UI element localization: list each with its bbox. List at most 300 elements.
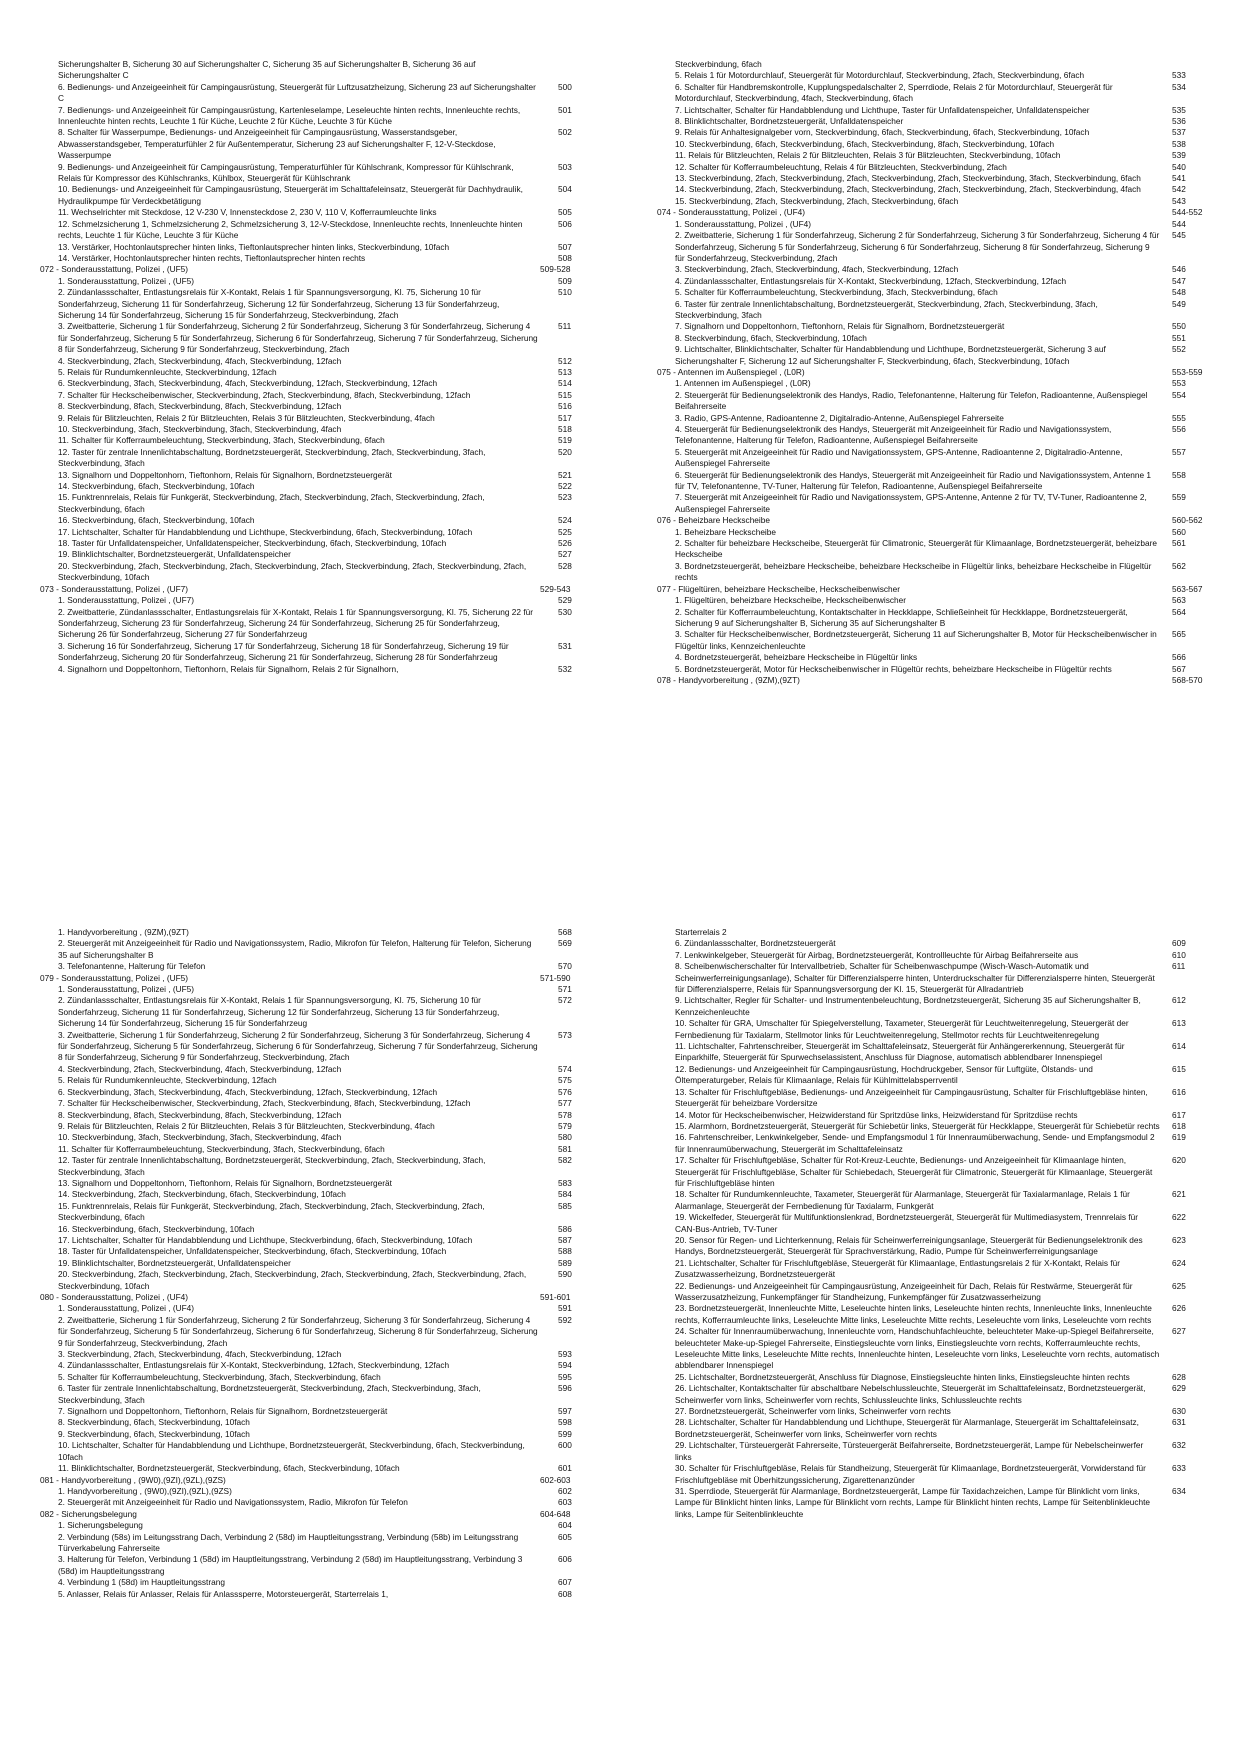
- index-entry: [58, 59, 572, 82]
- index-entry: [675, 961, 1186, 995]
- page-reference: 606: [558, 1554, 572, 1565]
- index-entry: [58, 561, 572, 584]
- page-reference: 557: [1172, 446, 1186, 457]
- entry-text: 2. Steuergerät für Bedienungselektronik des Handys, Radio, Telefonantenne, Halterung für Telefon, Radioantenne, Außenspiegel Beifahrerseite: [675, 389, 1148, 412]
- page-reference: 598: [558, 1417, 572, 1428]
- entry-text: 11. Blinklichtschalter, Bordnetzsteuergerät, Steckverbindung, 6fach, Steckverbindung, 10fach: [58, 1463, 400, 1474]
- index-entry: [675, 538, 1202, 561]
- entry-text: 6. Schalter für Handbremskontrolle, Kupplungspedalschalter 2, Sperrdiode, Relais 2 für Motordurchlauf, Steuergerät für Motordurchlauf, Steckverbindung, 4fach, Steckverbindung, 6fach: [675, 81, 1113, 104]
- page-reference: 591-601: [540, 1292, 571, 1302]
- entry-text: 9. Lichtschalter, Blinklichtschalter, Schalter für Handabblendung und Lichthupe, Bordnetzsteuergerät, Sicherung 3 auf Sicherungshalter F, Sicherung 12 auf Sicherungshalter F, Steckverbindung, 6fach, Steckverbindung, 10fach: [675, 344, 1106, 366]
- index-entry: [58, 127, 572, 161]
- page-reference: 571: [558, 984, 572, 995]
- index-entry: [58, 961, 572, 972]
- index-entry: [58, 1110, 572, 1121]
- index-entry: [675, 173, 1202, 184]
- index-entry: [675, 1189, 1186, 1212]
- entry-text: 5. Relais für Rundumkennleuchte, Steckverbindung, 12fach: [58, 366, 277, 377]
- index-entry: [58, 470, 572, 481]
- entry-text: 24. Schalter für Innenraumüberwachung, Innenleuchte vorn, Handschuhfachleuchte, beleuchteter Make-up-Spiegel Beifahrerseite, beleuchteter Make-up-Spiegel Fahrerseite, Einstiegsleuchte vorn links, Einstiegsleuchte vorn rechts, Kofferraumleuchte rechts, Leseleuchte Mitte links, Leseleuchte Mitte rechts, Innenleuchte hinten, Leseleuchte vorn links, Leseleuchte vorn rechts, automatisch abblendbarer Innenspiegel: [675, 1326, 1160, 1371]
- page-reference: 592: [558, 1314, 572, 1325]
- section-heading: [657, 515, 1203, 526]
- page-reference: 510: [558, 287, 572, 298]
- page-reference: 541: [1172, 173, 1186, 184]
- section-heading: [40, 264, 572, 275]
- index-entry: [58, 1554, 572, 1577]
- entry-text: 074 - Sonderausstattung, Polizei , (UF4): [657, 207, 806, 218]
- entry-text: 072 - Sonderausstattung, Polizei , (UF5): [40, 264, 189, 275]
- index-entry: [675, 424, 1202, 447]
- index-entry: [58, 219, 572, 242]
- section-heading: [40, 1508, 572, 1520]
- page-reference: 531: [558, 640, 572, 651]
- entry-text: 16. Fahrtenschreiber, Lenkwinkelgeber, Sende- und Empfangsmodul 1 für Innenraumüberwachung, Sende- und Empfangsmodul 2 für Innenraumüberwachung, Steuergerät im Schalttafeleinsatz: [675, 1132, 1155, 1154]
- index-entry: [58, 664, 572, 675]
- index-entry: [675, 492, 1202, 515]
- entry-text: 20. Sensor für Regen- und Lichterkennung, Relais für Scheinwerferreinigungsanlage, Steuergerät für Bedienungselektronik des Handys, Bordnetzsteuergerät, Steuergerät für Sprachverstärkung, Radio, Pumpe für Scheinwerferreinigungsanlage: [675, 1234, 1143, 1257]
- entry-text: 13. Signalhorn und Doppeltonhorn, Tieftonhorn, Relais für Signalhorn, Bordnetzsteuergerät: [58, 1177, 392, 1188]
- index-entry: [58, 242, 572, 253]
- page-reference: 546: [1172, 264, 1186, 275]
- entry-text: 8. Schalter für Wasserpumpe, Bedienungs- und Anzeigeeinheit für Campingausrüstung, Wasserstandsgeber, Abwasserstandsgeber, Temperaturfühler 2 für Außentemperatur, Sicherung 23 auf Sicherungshalter F, 12-V-Steckdose, Wasserpumpe: [58, 127, 496, 161]
- entry-text: 4. Steckverbindung, 2fach, Steckverbindung, 4fach, Steckverbindung, 12fach: [58, 355, 342, 366]
- index-entry: [675, 276, 1202, 287]
- entry-text: 4. Signalhorn und Doppeltonhorn, Tieftonhorn, Relais für Signalhorn, Relais 2 für Signalhorn,: [58, 663, 399, 674]
- entry-text: 8. Scheibenwischerschalter für Intervallbetrieb, Schalter für Scheibenwaschpumpe (Wisch-Wasch-Automatik und Scheinwerferreinigungsanlage), Schalter für Differenzialsperre hinten, Unterdruckschalter für Differenzialsperre hinten, Steuergerät für Differenzialsperre, Relais für Spannungsversorgung der Kl. 15, Steuergerät für Allradantrieb: [675, 961, 1155, 995]
- entry-text: 11. Schalter für Kofferraumbeleuchtung, Steckverbindung, 3fach, Steckverbindung, 6fach: [58, 435, 385, 446]
- entry-text: 8. Steckverbindung, 8fach, Steckverbindung, 8fach, Steckverbindung, 12fach: [58, 1109, 342, 1120]
- page-reference: 599: [558, 1428, 572, 1439]
- page-reference: 503: [558, 161, 572, 172]
- entry-text: 8. Blinklichtschalter, Bordnetzsteuergerät, Unfalldatenspeicher: [675, 116, 904, 127]
- page-reference: 529-543: [540, 583, 571, 594]
- index-entry: [58, 424, 572, 435]
- index-entry: [675, 1235, 1186, 1258]
- page-reference: 628: [1172, 1371, 1186, 1382]
- index-entry: [58, 1189, 572, 1200]
- entry-text: 9. Relais für Anhaltesignalgeber vorn, Steckverbindung, 6fach, Steckverbindung, 6fach, Steckverbindung, 10fach: [675, 127, 1090, 138]
- page-reference: 507: [558, 241, 572, 252]
- section-heading: [657, 583, 1203, 595]
- page-reference: 582: [558, 1155, 572, 1166]
- entry-text: 1. Antennen im Außenspiegel , (L0R): [675, 378, 811, 389]
- entry-text: 27. Bordnetzsteuergerät, Scheinwerfer vorn links, Scheinwerfer vorn rechts: [675, 1406, 951, 1417]
- page-reference: 596: [558, 1383, 572, 1394]
- index-entry: [675, 150, 1202, 161]
- entry-text: 5. Relais 1 für Motordurchlauf, Steuergerät für Motordurchlauf, Steckverbindung, 2fach, Steckverbindung, 6fach: [675, 70, 1085, 81]
- page-reference: 597: [558, 1406, 572, 1417]
- entry-text: 2. Steuergerät mit Anzeigeeinheit für Radio und Navigationssystem, Radio, Mikrofon für Telefon, Halterung für Telefon, Sicherung 35 auf Sicherungshalter B: [58, 938, 532, 960]
- index-entry: [58, 1383, 572, 1406]
- entry-text: 5. Anlasser, Relais für Anlasser, Relais für Anlasssperre, Motorsteuergerät, Starterrelais 1,: [58, 1588, 389, 1599]
- index-entry: [675, 1212, 1186, 1235]
- index-entry: [675, 321, 1202, 332]
- entry-text: 9. Steckverbindung, 6fach, Steckverbindung, 10fach: [58, 1428, 250, 1439]
- page-reference: 550: [1172, 321, 1186, 332]
- entry-text: 19. Blinklichtschalter, Bordnetzsteuergerät, Unfalldatenspeicher: [58, 549, 291, 560]
- index-entry: [675, 184, 1202, 195]
- page-reference: 539: [1172, 150, 1186, 161]
- entry-text: 082 - Sicherungsbelegung: [40, 1508, 137, 1519]
- entry-text: 9. Bedienungs- und Anzeigeeinheit für Campingausrüstung, Temperaturfühler für Kühlschrank, Kompressor für Kühlschrank, Relais für Kompressor des Kühlschranks, Kühlbox, Steuergerät für Kühlschrank: [58, 161, 514, 184]
- page-reference: 556: [1172, 424, 1186, 434]
- index-entry: [58, 1360, 572, 1371]
- index-entry: [58, 938, 572, 961]
- index-entry: [675, 105, 1202, 116]
- entry-text: 7. Schalter für Heckscheibenwischer, Steckverbindung, 2fach, Steckverbindung, 8fach, Steckverbindung, 12fach: [58, 389, 471, 400]
- entry-text: 7. Schalter für Heckscheibenwischer, Steckverbindung, 2fach, Steckverbindung, 8fach, Steckverbindung, 12fach: [58, 1098, 471, 1109]
- entry-text: 29. Lichtschalter, Türsteuergerät Fahrerseite, Türsteuergerät Beifahrerseite, Bordnetzsteuergerät, Lampe für Nebelscheinwerfer links: [675, 1440, 1144, 1462]
- entry-text: 6. Taster für zentrale Innenlichtabschaltung, Bordnetzsteuergerät, Steckverbindung, 2fach, Steckverbindung, 3fach, Steckverbindung, 3fach: [675, 298, 1098, 320]
- index-entry: [675, 561, 1202, 584]
- index-entry: [58, 1520, 572, 1531]
- entry-text: 30. Schalter für Frischluftgebläse, Relais für Standheizung, Steuergerät für Klimaanlage, Bordnetzsteuergerät, Vorwiderstand für Frischluftgebläse mit Überhitzungssicherung, Zigarettenanzünder: [675, 1463, 1146, 1485]
- page-reference: 571-590: [540, 972, 571, 983]
- index-entry: [58, 1372, 572, 1383]
- page-reference: 526: [558, 538, 572, 549]
- page-reference: 634: [1172, 1485, 1186, 1496]
- index-entry: [58, 435, 572, 446]
- page-reference: 562: [1172, 560, 1186, 571]
- entry-text: 11. Relais für Blitzleuchten, Relais 2 für Blitzleuchten, Relais 3 für Blitzleuchten, Steckverbindung, 10fach: [675, 150, 1061, 161]
- page-reference: 620: [1172, 1155, 1186, 1166]
- page-reference: 602: [558, 1485, 572, 1496]
- page-reference: 537: [1172, 127, 1186, 138]
- page-reference: 625: [1172, 1280, 1186, 1291]
- index-entry: [58, 1030, 572, 1064]
- entry-text: 10. Steckverbindung, 3fach, Steckverbindung, 3fach, Steckverbindung, 4fach: [58, 1132, 342, 1143]
- page-reference: 553: [1172, 378, 1186, 389]
- page-reference: 576: [558, 1086, 572, 1097]
- entry-text: 7. Lenkwinkelgeber, Steuergerät für Airbag, Bordnetzsteuergerät, Kontrollleuchte für Airbag Beifahrerseite aus: [675, 949, 1079, 960]
- page-reference: 612: [1172, 995, 1186, 1006]
- page-reference: 589: [558, 1257, 572, 1268]
- index-entry: [58, 390, 572, 401]
- page-reference: 615: [1172, 1063, 1186, 1074]
- page-reference: 554: [1172, 389, 1186, 400]
- entry-text: 18. Schalter für Rundumkennleuchte, Taxameter, Steuergerät für Alarmanlage, Steuergerät für Taxialarmanlage, Relais 1 für Alarmanlage, Steuergerät der Fernbedienung für Taxialarm, Funkgerät: [675, 1189, 1130, 1211]
- entry-text: 8. Steckverbindung, 8fach, Steckverbindung, 8fach, Steckverbindung, 12fach: [58, 401, 342, 412]
- index-entry: [58, 1235, 572, 1246]
- page-reference: 514: [558, 378, 572, 389]
- page-reference: 579: [558, 1120, 572, 1131]
- index-entry: [58, 1497, 572, 1508]
- entry-text: 20. Steckverbindung, 2fach, Steckverbindung, 2fach, Steckverbindung, 2fach, Steckverbindung, 2fach, Steckverbindung, 2fach, Steckverbindung, 10fach: [58, 1269, 527, 1291]
- page-reference: 552: [1172, 344, 1186, 355]
- entry-text: 4. Zündanlassschalter, Entlastungsrelais für X-Kontakt, Steckverbindung, 12fach, Steckverbindung, 12fach: [675, 275, 1067, 286]
- entry-text: 1. Sonderausstattung, Polizei , (UF4): [58, 1303, 195, 1314]
- entry-text: 2. Verbindung (58s) im Leitungsstrang Dach, Verbindung 2 (58d) im Hauptleitungsstrang, Verbindung (58b) im Leitungsstrang Türverkabelung Fahrerseite: [58, 1531, 519, 1553]
- entry-text: 5. Relais für Rundumkennleuchte, Steckverbindung, 12fach: [58, 1075, 277, 1086]
- page-reference: 536: [1172, 116, 1186, 127]
- entry-text: 7. Signalhorn und Doppeltonhorn, Tieftonhorn, Relais für Signalhorn, Bordnetzsteuergerät: [58, 1406, 388, 1417]
- entry-text: 14. Motor für Heckscheibenwischer, Heizwiderstand für Spritzdüse links, Heizwiderstand für Spritzdüse rechts: [675, 1109, 1078, 1120]
- index-column-top-left: [40, 59, 572, 675]
- entry-text: 080 - Sonderausstattung, Polizei , (UF4): [40, 1292, 189, 1302]
- page-reference: 549: [1172, 298, 1186, 309]
- entry-text: 22. Bedienungs- und Anzeigeeinheit für Campingausrüstung, Anzeigeeinheit für Dach, Relais für Restwärme, Steuergerät für Wasserzusatzheizung, Funkempfänger für Standheizung, Funkempfänger für Zusatzwasserheizung: [675, 1280, 1133, 1302]
- entry-text: 5. Steuergerät mit Anzeigeeinheit für Radio und Navigationssystem, GPS-Antenne, Radioantenne 2, Digitalradio-Antenne, Außenspiegel Fahrerseite: [675, 446, 1123, 469]
- entry-text: 10. Bedienungs- und Anzeigeeinheit für Campingausrüstung, Steuergerät im Schalttafeleinsatz, Steuergerät für Dachhydraulik, Hydraulikpumpe für Verdeckbetätigung: [58, 184, 523, 206]
- section-heading: [40, 1474, 572, 1486]
- index-entry: [675, 1326, 1186, 1372]
- entry-text: 6. Steckverbindung, 3fach, Steckverbindung, 4fach, Steckverbindung, 12fach, Steckverbindung, 12fach: [58, 1086, 438, 1097]
- index-entry: [675, 527, 1202, 538]
- page-reference: 501: [558, 104, 572, 115]
- index-entry: [58, 1075, 572, 1086]
- index-entry: [58, 481, 572, 492]
- index-entry: [58, 1121, 572, 1132]
- index-entry: [675, 127, 1202, 138]
- page-reference: 578: [558, 1109, 572, 1120]
- entry-text: 15. Steckverbindung, 2fach, Steckverbindung, 2fach, Steckverbindung, 6fach: [675, 195, 959, 206]
- page-reference: 623: [1172, 1234, 1186, 1245]
- index-entry: [675, 162, 1202, 173]
- page-reference: 618: [1172, 1120, 1186, 1131]
- entry-text: 1. Sonderausstattung, Polizei , (UF5): [58, 984, 195, 995]
- entry-text: 17. Schalter für Frischluftgebläse, Schalter für Rot-Kreuz-Leuchte, Bedienungs- und Anzeigeeinheit für Klimaanlage hinten, Steuergerät für Frischluftgebläse, Schalter für Schiebedach, Steuergerät für Climatronic, Steuergerät für Klimaanlage, Steuergerät für Frischluftgebläse hinten: [675, 1155, 1153, 1188]
- entry-text: 6. Zündanlassschalter, Bordnetzsteuergerät: [675, 938, 836, 949]
- entry-text: 8. Steckverbindung, 6fach, Steckverbindung, 10fach: [675, 332, 867, 343]
- index-entry: [58, 1440, 572, 1463]
- index-entry: [675, 1110, 1186, 1121]
- index-entry: [58, 595, 572, 606]
- page-reference: 543: [1172, 195, 1186, 206]
- page-reference: 565: [1172, 629, 1186, 640]
- page-reference: 532: [558, 663, 572, 674]
- entry-text: 3. Zweitbatterie, Sicherung 1 für Sonderfahrzeug, Sicherung 2 für Sonderfahrzeug, Sicherung 3 für Sonderfahrzeug, Sicherung 4 für Sonderfahrzeug, Sicherung 5 für Sonderfahrzeug, Sicherung 6 für Sonderfahrzeug, Sicherung 7 für Sonderfahrzeug, Sicherung 8 für Sonderfahrzeug, Sicherung 9 für Sonderfahrzeug, Steckverbindung, 2fach: [58, 1029, 538, 1063]
- index-entry: [675, 378, 1202, 389]
- entry-text: 079 - Sonderausstattung, Polizei , (UF5): [40, 972, 189, 983]
- entry-text: 13. Signalhorn und Doppeltonhorn, Tieftonhorn, Relais für Signalhorn, Bordnetzsteuergerät: [58, 469, 392, 480]
- entry-text: 4. Verbindung 1 (58d) im Hauptleitungsstrang: [58, 1577, 225, 1588]
- index-entry: [58, 253, 572, 264]
- page-reference: 617: [1172, 1109, 1186, 1120]
- index-entry: [675, 607, 1202, 630]
- page-reference: 585: [558, 1200, 572, 1211]
- entry-text: 17. Lichtschalter, Schalter für Handabblendung und Lichthupe, Steckverbindung, 6fach, Steckverbindung, 10fach: [58, 526, 473, 537]
- page-reference: 527: [558, 549, 572, 560]
- entry-text: Sicherungshalter B, Sicherung 30 auf Sicherungshalter C, Sicherung 35 auf Sicherungshalter B, Sicherung 36 auf Sicherungshalter C: [58, 59, 476, 81]
- page-reference: 619: [1172, 1132, 1186, 1143]
- index-entry: [675, 139, 1202, 150]
- page-reference: 523: [558, 492, 572, 503]
- entry-text: 9. Lichtschalter, Regler für Schalter- und Instrumentenbeleuchtung, Bordnetzsteuergerät, Sicherung 35 auf Sicherungshalter B, Kennzeichenleuchte: [675, 995, 1141, 1017]
- entry-text: 073 - Sonderausstattung, Polizei , (UF7): [40, 583, 189, 594]
- page-reference: 624: [1172, 1257, 1186, 1268]
- page-reference: 551: [1172, 332, 1186, 343]
- entry-text: 16. Steckverbindung, 6fach, Steckverbindung, 10fach: [58, 515, 255, 526]
- entry-text: 4. Steckverbindung, 2fach, Steckverbindung, 4fach, Steckverbindung, 12fach: [58, 1063, 342, 1074]
- index-entry: [675, 82, 1202, 105]
- page-reference: 626: [1172, 1303, 1186, 1314]
- index-entry: [58, 401, 572, 412]
- entry-text: 7. Steuergerät mit Anzeigeeinheit für Radio und Navigationssystem, GPS-Antenne, Antenne 2 für TV, TV-Tuner, Radioantenne 2, Außenspiegel Fahrerseite: [675, 492, 1147, 514]
- page-reference: 529: [558, 595, 572, 606]
- page-reference: 524: [558, 515, 572, 526]
- index-column-top-right: [657, 59, 1203, 686]
- index-entry: [675, 1064, 1186, 1087]
- entry-text: 10. Steckverbindung, 3fach, Steckverbindung, 3fach, Steckverbindung, 4fach: [58, 424, 342, 434]
- page-reference: 568: [558, 927, 572, 937]
- index-entry: [58, 515, 572, 526]
- index-entry: [58, 276, 572, 287]
- page-reference: 590: [558, 1269, 572, 1280]
- index-entry: [58, 1144, 572, 1155]
- page-reference: 505: [558, 207, 572, 218]
- page-reference: 577: [558, 1098, 572, 1109]
- index-entry: [675, 1132, 1186, 1155]
- page-reference: 544: [1172, 218, 1186, 229]
- index-entry: [675, 664, 1202, 675]
- page-reference: 515: [558, 389, 572, 400]
- page-reference: 567: [1172, 663, 1186, 674]
- section-heading: [40, 972, 572, 984]
- page-reference: 509: [558, 275, 572, 286]
- entry-text: 6. Steckverbindung, 3fach, Steckverbindung, 4fach, Steckverbindung, 12fach, Steckverbindung, 12fach: [58, 378, 438, 389]
- page-reference: 525: [558, 526, 572, 537]
- page-reference: 547: [1172, 275, 1186, 286]
- index-entry: [675, 652, 1202, 663]
- page-reference: 540: [1172, 161, 1186, 172]
- index-entry: [58, 82, 572, 105]
- entry-text: 12. Taster für zentrale Innenlichtabschaltung, Bordnetzsteuergerät, Steckverbindung, 2fach, Steckverbindung, 3fach, Steckverbindung, 3fach: [58, 446, 486, 469]
- entry-text: 15. Funktrennrelais, Relais für Funkgerät, Steckverbindung, 2fach, Steckverbindung, 2fach, Steckverbindung, 2fach, Steckverbindung, 6fach: [58, 492, 485, 514]
- index-entry: [58, 162, 572, 185]
- index-entry: [675, 333, 1202, 344]
- index-entry: [58, 356, 572, 367]
- entry-text: 17. Lichtschalter, Schalter für Handabblendung und Lichthupe, Steckverbindung, 6fach, Steckverbindung, 10fach: [58, 1234, 473, 1245]
- index-entry: [58, 1417, 572, 1428]
- index-entry: [675, 1372, 1186, 1383]
- entry-text: 14. Steckverbindung, 6fach, Steckverbindung, 10fach: [58, 481, 255, 492]
- index-entry: [58, 1087, 572, 1098]
- page-reference: 516: [558, 401, 572, 412]
- entry-text: 3. Telefonantenne, Halterung für Telefon: [58, 961, 206, 972]
- page-reference: 622: [1172, 1212, 1186, 1223]
- entry-text: 1. Sicherungsbelegung: [58, 1520, 143, 1531]
- page-reference: 563: [1172, 595, 1186, 606]
- entry-text: 11. Lichtschalter, Fahrtenschreiber, Steuergerät im Schalttafeleinsatz, Steuergerät für Anhängererkennung, Steuergerät für Einparkhilfe, Steuergerät für Spurwechselassistent, Anschluss für Diagnose, automatisch abblendbarer Innenspiegel: [675, 1041, 1125, 1063]
- index-entry: [675, 264, 1202, 275]
- index-entry: [58, 641, 572, 664]
- entry-text: 14. Verstärker, Hochtonlautsprecher hinten rechts, Tieftonlautsprecher hinten rechts: [58, 252, 366, 263]
- page-reference: 610: [1172, 949, 1186, 960]
- page-reference: 548: [1172, 287, 1186, 298]
- index-entry: [58, 607, 572, 641]
- index-entry: [58, 1224, 572, 1235]
- page-reference: 632: [1172, 1440, 1186, 1451]
- entry-text: Steckverbindung, 6fach: [675, 59, 762, 69]
- page-reference: 512: [558, 355, 572, 366]
- entry-text: 3. Zweitbatterie, Sicherung 1 für Sonderfahrzeug, Sicherung 2 für Sonderfahrzeug, Sicherung 3 für Sonderfahrzeug, Sicherung 4 für Sonderfahrzeug, Sicherung 5 für Sonderfahrzeug, Sicherung 6 für Sonderfahrzeug, Sicherung 7 für Sonderfahrzeug, Sicherung 8 für Sonderfahrzeug, Sicherung 9 für Sonderfahrzeug, Steckverbindung, 2fach: [58, 321, 538, 355]
- index-entry: [58, 1246, 572, 1257]
- page-reference: 572: [558, 995, 572, 1006]
- page-reference: 521: [558, 469, 572, 480]
- entry-text: 23. Bordnetzsteuergerät, Innenleuchte Mitte, Leseleuchte hinten links, Leseleuchte hinten rechts, Innenleuchte links, Innenleuchte rechts, Kofferraumleuchte links, Leseleuchte Mitte links, Leseleuchte Mitte rechts, Leseleuchte vorn links, Leseleuchte vorn rechts: [675, 1303, 1152, 1325]
- entry-text: 10. Steckverbindung, 6fach, Steckverbindung, 6fach, Steckverbindung, 8fach, Steckverbindung, 10fach: [675, 138, 1055, 149]
- index-entry: [675, 447, 1202, 470]
- page-reference: 607: [558, 1577, 572, 1588]
- page-reference: 621: [1172, 1189, 1186, 1200]
- page-reference: 600: [558, 1440, 572, 1451]
- page-reference: 504: [558, 184, 572, 195]
- entry-text: 15. Alarmhorn, Bordnetzsteuergerät, Steuergerät für Schiebetür links, Steuergerät für Heckklappe, Steuergerät für Schiebetür rechts: [675, 1120, 1160, 1131]
- index-entry: [675, 196, 1202, 207]
- page-reference: 560-562: [1172, 515, 1203, 526]
- index-entry: [58, 1463, 572, 1474]
- entry-text: 3. Steckverbindung, 2fach, Steckverbindung, 4fach, Steckverbindung, 12fach: [675, 264, 959, 275]
- entry-text: 6. Bedienungs- und Anzeigeeinheit für Campingausrüstung, Steuergerät für Luftzusatzheizung, Sicherung 23 auf Sicherungshalter C: [58, 81, 536, 104]
- index-entry: [675, 344, 1202, 367]
- page-reference: 509-528: [540, 264, 571, 275]
- page-reference: 580: [558, 1132, 572, 1143]
- index-entry: [58, 1486, 572, 1497]
- index-entry: [58, 378, 572, 389]
- page-reference: 586: [558, 1223, 572, 1234]
- entry-text: 3. Schalter für Heckscheibenwischer, Bordnetzsteuergerät, Sicherung 11 auf Sicherungshalter B, Motor für Heckscheibenwischer in Flügeltür links, Kennzeichenleuchte: [675, 629, 1157, 651]
- page-reference: 555: [1172, 412, 1186, 423]
- entry-text: 081 - Handyvorbereitung , (9W0),(9ZI),(9ZL),(9ZS): [40, 1474, 226, 1485]
- entry-text: 3. Bordnetzsteuergerät, beheizbare Heckscheibe, beheizbare Heckscheibe in Flügeltür links, beheizbare Heckscheibe in Flügeltür rechts: [675, 560, 1152, 583]
- index-entry: [675, 1121, 1186, 1132]
- index-entry: [675, 1087, 1186, 1110]
- page-reference: 633: [1172, 1463, 1186, 1474]
- entry-text: 1. Handyvorbereitung , (9ZM),(9ZT): [58, 927, 189, 937]
- entry-text: 3. Sicherung 16 für Sonderfahrzeug, Sicherung 17 für Sonderfahrzeug, Sicherung 18 für Sonderfahrzeug, Sicherung 19 für Sonderfahrzeug, Sicherung 20 für Sonderfahrzeug, Sicherung 21 für Sonderfahrzeug, Sicherung 28 für Sonderfahrzeug: [58, 640, 509, 663]
- entry-text: 2. Zündanlassschalter, Entlastungsrelais für X-Kontakt, Relais 1 für Spannungsversorgung, Kl. 75, Sicherung 10 für Sonderfahrzeug, Sicherung 11 für Sonderfahrzeug, Sicherung 12 für Sonderfahrzeug, Sicherung 13 für Sonderfahrzeug, Sicherung 14 für Sonderfahrzeug, Sicherung 15 für Sonderfahrzeug: [58, 995, 500, 1029]
- index-entry: [58, 1315, 572, 1349]
- entry-text: 15. Funktrennrelais, Relais für Funkgerät, Steckverbindung, 2fach, Steckverbindung, 2fach, Steckverbindung, 2fach, Steckverbindung, 6fach: [58, 1200, 485, 1223]
- entry-text: 6. Steuergerät für Bedienungselektronik des Handys, Steuergerät mit Anzeigeeinheit für Radio und Navigationssystem, Antenne 1 für TV, Telefonantenne, TV-Tuner, Halterung für Telefon, Radioantenne, Außenspiegel Beifahrerseite: [675, 469, 1151, 492]
- page-reference: 631: [1172, 1417, 1186, 1428]
- page-reference: 511: [558, 321, 572, 332]
- page-reference: 542: [1172, 184, 1186, 195]
- entry-text: 1. Beheizbare Heckscheibe: [675, 526, 777, 537]
- entry-text: 11. Wechselrichter mit Steckdose, 12 V-230 V, Innensteckdose 2, 230 V, 110 V, Kofferraumleuchte links: [58, 207, 437, 218]
- page-reference: 506: [558, 218, 572, 229]
- entry-text: 2. Zweitbatterie, Sicherung 1 für Sonderfahrzeug, Sicherung 2 für Sonderfahrzeug, Sicherung 3 für Sonderfahrzeug, Sicherung 4 für Sonderfahrzeug, Sicherung 5 für Sonderfahrzeug, Sicherung 6 für Sonderfahrzeug, Sicherung 8 für Sonderfahrzeug, Sicherung 9 für Sonderfahrzeug, Steckverbindung, 2fach: [58, 1314, 538, 1348]
- section-heading: [40, 1292, 572, 1303]
- entry-text: 7. Lichtschalter, Schalter für Handabblendung und Lichthupe, Taster für Unfalldatenspeicher, Unfalldatenspeicher: [675, 104, 1090, 115]
- page-reference: 587: [558, 1234, 572, 1245]
- entry-text: 5. Schalter für Kofferraumbeleuchtung, Steckverbindung, 3fach, Steckverbindung, 6fach: [58, 1371, 381, 1382]
- page-reference: 570: [558, 961, 572, 972]
- entry-text: 18. Taster für Unfalldatenspeicher, Unfalldatenspeicher, Steckverbindung, 6fach, Steckverbindung, 10fach: [58, 538, 447, 549]
- entry-text: 10. Schalter für GRA, Umschalter für Spiegelverstellung, Taxameter, Steuergerät für Leuchtweitenregelung, Steuergerät der Fernbedienung für Taxialarm, Stellmotor links für Leuchtweitenregelung, Stellmotor rechts für Leuchtweitenregelung: [675, 1018, 1129, 1040]
- index-entry: [58, 1258, 572, 1269]
- index-entry: [58, 1532, 572, 1555]
- index-entry: [675, 950, 1186, 961]
- page-reference: 630: [1172, 1406, 1186, 1417]
- entry-text: 1. Sonderausstattung, Polizei , (UF4): [675, 218, 812, 229]
- entry-text: 12. Taster für zentrale Innenlichtabschaltung, Bordnetzsteuergerät, Steckverbindung, 2fach, Steckverbindung, 3fach, Steckverbindung, 3fach: [58, 1155, 486, 1177]
- index-entry: [58, 184, 572, 207]
- page-reference: 535: [1172, 104, 1186, 115]
- index-entry: [58, 527, 572, 538]
- entry-text: 2. Schalter für Kofferraumbeleuchtung, Kontaktschalter in Heckklappe, Schließeinheit für Heckklappe, Bordnetzsteuergerät, Sicherung 9 auf Sicherungshalter B, Sicherung 35 auf Sicherungshalter B: [675, 606, 1128, 628]
- index-entry: [58, 984, 572, 995]
- section-heading: [657, 207, 1203, 218]
- index-entry: [58, 207, 572, 218]
- page-reference: 608: [558, 1588, 572, 1599]
- page-reference: 575: [558, 1075, 572, 1086]
- entry-text: 1. Flügeltüren, beheizbare Heckscheibe, Heckscheibenwischer: [675, 595, 907, 606]
- entry-text: 14. Steckverbindung, 2fach, Steckverbindung, 6fach, Steckverbindung, 10fach: [58, 1189, 346, 1200]
- entry-text: 076 - Beheizbare Heckscheibe: [657, 515, 770, 526]
- entry-text: 20. Steckverbindung, 2fach, Steckverbindung, 2fach, Steckverbindung, 2fach, Steckverbindung, 2fach, Steckverbindung, 2fach, Steckverbindung, 10fach: [58, 560, 527, 583]
- page-reference: 568-570: [1172, 674, 1203, 685]
